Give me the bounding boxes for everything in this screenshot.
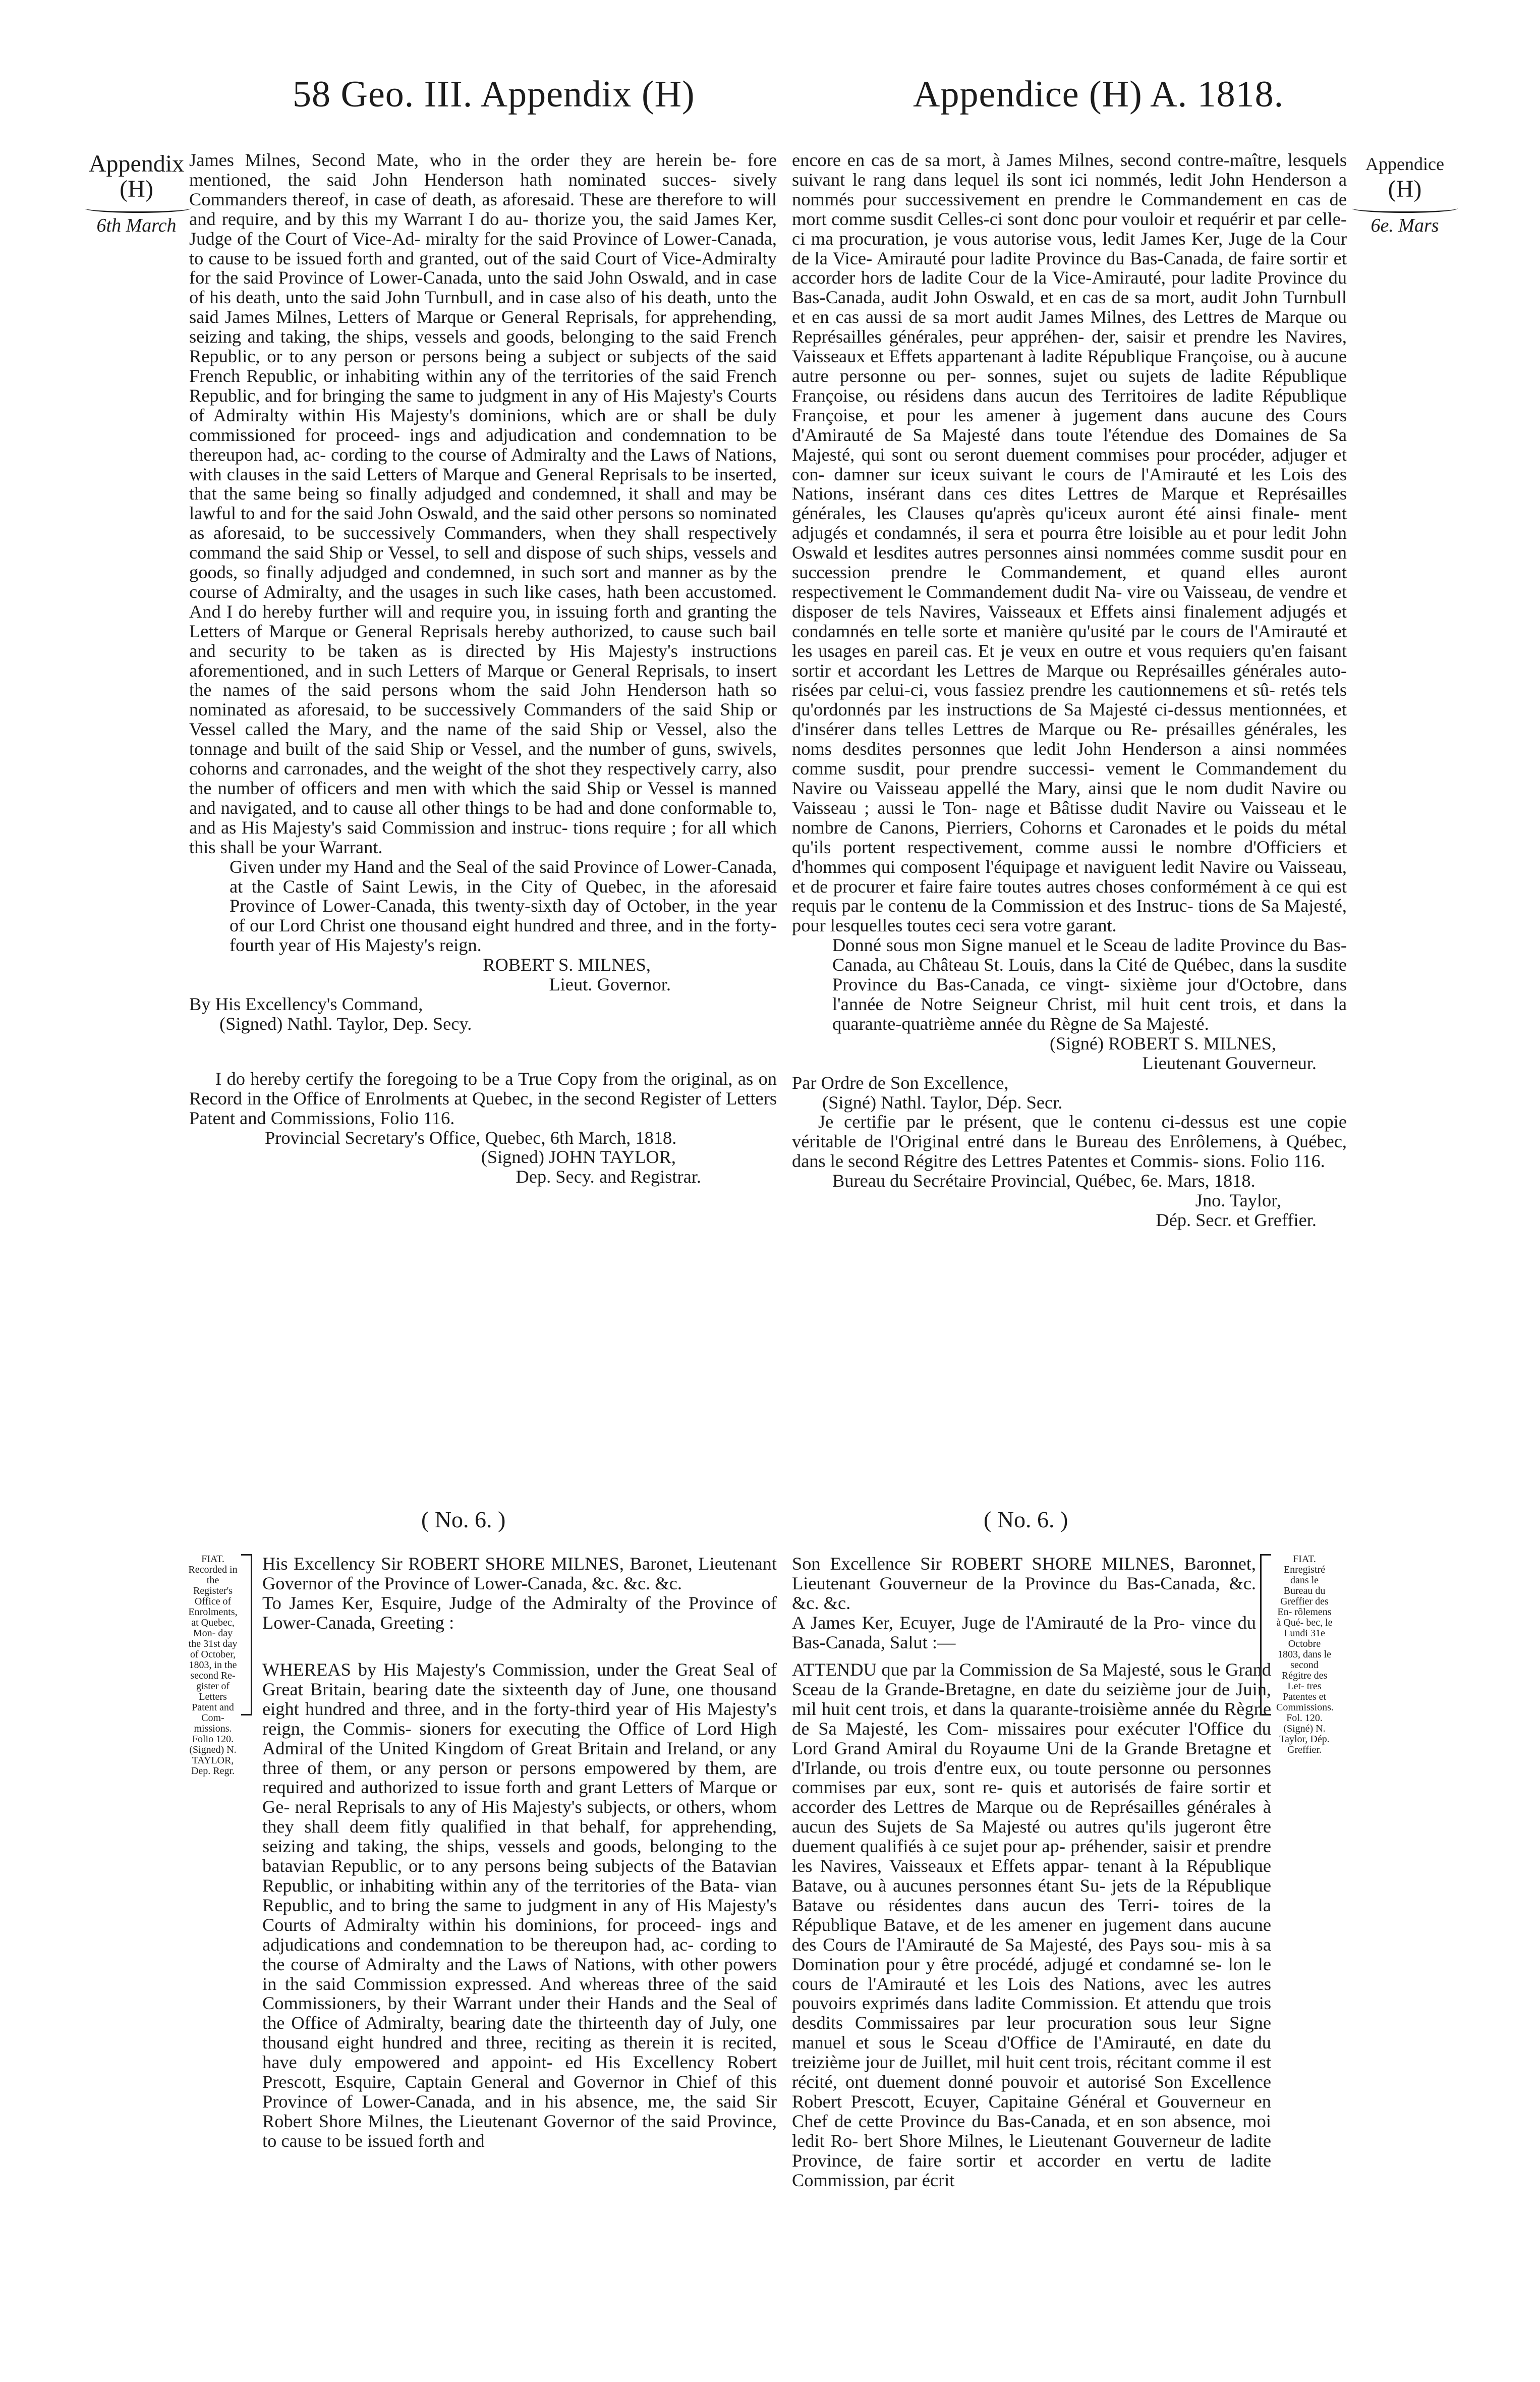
margin-note-right (1352, 151, 1458, 238)
brace-left (85, 204, 191, 213)
warrant-paragraph: James Milnes, Second Mate, who in the order they are herein be- fore mentioned, the said John Henderson hath nominated succes- sively Commanders thereof, in case of death, as aforesaid. These are therefore to will and require, and by this my Warrant I do au- thorize you, the said James Ker, Judge of the Court of Vice-Ad- miralty for the said Province of Lower-Canada, to cause to be issued forth and granted, out of the said Court of Vice-Admiralty for the said Province of Lower-Canada, unto the said John Oswald, and in case of his death, unto the said John Turnbull, and in case also of his death, unto the said James Milnes, Letters of Marque or General Reprisals, for apprehending, seizing and taking, the ships, vessels and goods, belonging to the said French Republic, or to any person or persons being a subject or subjects of the said French Republic, or inhabiting within any of the territories of the said French Republic, and for bringing the same to judgment in any of His Majesty's Courts of Admiralty within His Majesty's dominions, which are or shall be duly commissioned for proceed- ings and adjudication and condemnation to be thereupon had, ac- cording to the course of Admiralty and the Laws of Nations, with clauses in the said Letters of Marque and General Reprisals to be inserted, that the same being so finally adjudged and condemned, it shall and may be lawful to and for the said John Oswald, and the said other persons so nominated as aforesaid, to be successively Commanders, when they shall respectively command the said Ship or Vessel, to sell and dispose of such ships, vessels and goods, so finally adjudged and condemned, in such sort and manner as by the course of Admiralty, and the usages in such like cases, hath been accustomed. And I do hereby further will and require you, in issuing forth and granting the Letters of Marque or General Reprisals hereby authorized, to cause such bail and security to be taken as is directed by His Majesty's instructions aforementioned, and in such Letters of Marque or General Reprisals, to insert the names of the said persons whom the said John Henderson hath so nominated as aforesaid, to be successively Commanders of the said Ship or Vessel called the Mary, and the name of the said Ship or Vessel, also the tonnage and built of the said Ship or Vessel, and the number of guns, swivels, cohorns and carronades, and the weight of the shot they respectively carry, also the number of officers and men with which the said Ship or Vessel is manned and navigated, and to cause all other things to be had and done conformable to, and as His Majesty's said Commission and instruc- tions require ; for all which this shall be your Warrant. (189, 150, 777, 857)
signature-name: ROBERT S. MILNES, (483, 955, 651, 975)
signed-registrar-fr: Jno. Taylor, (1195, 1190, 1281, 1211)
margin-note-left (85, 151, 188, 238)
english-column-lower (189, 1660, 777, 2151)
address-lines-fr: Son Excellence Sir ROBERT SHORE MILNES, Baronnet, Lieutenant Gouverneur de la Province du Bas-Canada, &c. &c. &c. (792, 1554, 1256, 1613)
margin-date-left: 6th March (96, 215, 177, 236)
margin-title-left: Appendix (88, 150, 185, 177)
signed-secretary-fr: (Signé) Nathl. Taylor, Dép. Secr. (822, 1092, 1063, 1113)
brace-right (1352, 204, 1458, 213)
fiat-note: FIAT. Recorded in the Register's Office of Enrolments, at Quebec, Mon- day the 31st day of October, 1803, in the second Re- gister of Letters Patent and Com- missions. Folio 120. (Signed) N. TAYLOR, Dep. Regr. (188, 1554, 238, 1777)
by-command-fr: Par Ordre de Son Excellence, (792, 1072, 1009, 1093)
margin-sub-right: (H) (1388, 176, 1422, 202)
whereas-paragraph: WHEREAS by His Majesty's Commission, under the Great Seal of Great Britain, bearing date the sixteenth day of June, one thousand eight hundred and three, and in the forty-third year of His Majesty's reign, the Commis- sioners for executing the Office of Lord High Admiral of the United Kingdom of Great Britain and Ireland, or any three of them, or any person or persons empowered by them, are required and authorized to issue forth and grant Letters of Marque or Ge- neral Reprisals to any of His Majesty's subjects, or others, whom they shall deem fitly qualified in that behalf, for apprehending, seizing and taking, the ships, vessels and goods, belonging to the batavian Republic, or to any persons being subjects of the Batavian Republic, or inhabiting within any of the territories of the Bata- vian Republic, and to bring the same to judgment in any of His Majesty's Courts of Admiralty within his dominions, for proceed- ings and adjudications and condemnation to be thereupon had, ac- cording to the course of Admiralty and the Laws of Nations, with other powers in the said Commission expressed. And whereas three of the said Commissioners, by their Warrant under their Hands and the Seal of the Office of Admiralty, bearing date the thirteenth day of July, one thousand eight hundred and three, reciting as therein it is recited, have duly empowered and appoint- ed His Excellency Robert Prescott, Esquire, Captain General and Governor in Chief of this Province of Lower-Canada, and in his absence, me, the said Sir Robert Shore Milnes, the Lieutenant Governor of the said Province, to cause to be issued forth and (262, 1659, 777, 2151)
document-number-heading: ( No. 6. ) (421, 1507, 506, 1532)
margin-date-right: 6e. Mars (1371, 215, 1439, 236)
address-block (262, 1554, 777, 1633)
signature-name-fr: (Signé) ROBERT S. MILNES, (1049, 1033, 1276, 1054)
margin-sub-left: (H) (120, 176, 153, 202)
french-column-lower (792, 1660, 1347, 2190)
document-number-heading-fr: ( No. 6. ) (984, 1507, 1068, 1532)
signature-title-fr: Lieutenant Gouverneur. (1142, 1052, 1317, 1073)
registrar-title-fr: Dép. Secr. et Greffier. (1156, 1209, 1317, 1230)
whereas-paragraph-fr: ATTENDU que par la Commission de Sa Majesté, sous le Grand Sceau de la Grande-Bretagne, en date du seizième jour de Juin, mil huit cent trois, et dans la quarante-troisième année du Règne de Sa Majesté, les Com- missaires pour exécuter l'Office du Lord Grand Amiral du Royaume Uni de la Grande Bretagne et d'Irlande, ou trois d'entre eux, ou toute personne ou personnes commises par eux, sont re- quis et autorisés de faire sortir et accorder des Lettres de Marque ou de Représailles générales à aucun des Sujets de Sa Majesté ou autres qu'ils jugeront être duement qualifiés à ce sujet pour ap- préhender, saisir et prendre les Navires, Vaisseaux et Effets appar- tenant à la République Batave, ou à aucunes personnes étant Su- jets de la République Batave ou résidentes dans aucun des Terri- toires de la République Batave, et de les amener en jugement dans aucune des Cours de l'Amirauté de Sa Majesté, des Pays sou- mis à sa Domination pour y être procédé, adjugé et condamné se- lon le cours de l'Amirauté et les Lois des Nations, avec les autres pouvoirs exprimés dans ladite Commission. Et attendu que trois desdits Commissaires par leur procuration sous leur Signe manuel et sous le Sceau d'Office de l'Amirauté, en date du treizième jour de Juillet, mil huit cent trois, récitant comme il est récité, ont duement donné pouvoir et autorisé Son Excellence Robert Prescott, Ecuyer, Capitaine Général et Gouverneur en Chef de cette Province du Bas-Canada, et en son absence, moi ledit Ro- bert Shore Milnes, le Lieutenant Gouverneur de ladite Province, de faire sortir et accorder en vertu de ladite Commission, par écrit (792, 1659, 1271, 2190)
to-judge-line: To James Ker, Esquire, Judge of the Admiralty of the Province of Lower-Canada, Greeting : (262, 1592, 777, 1633)
page-header-right: Appendice (H) A. 1818. (913, 74, 1284, 115)
address-block-fr (792, 1554, 1256, 1652)
warrant-paragraph-fr: encore en cas de sa mort, à James Milnes, second contre-maître, lesquels suivant le rang dans lequel ils sont ici nommés, ledit John Henderson a nommés pour successivement en prendre le Commandement en cas de mort comme susdit Celles-ci sont donc pour vouloir et requérir et par celle-ci ma procuration, je vous autorise vous, ledit James Ker, Juge de la Cour de la Vice- Amirauté pour ladite Province du Bas-Canada, de faire sortir et accorder hors de ladite Cour de la Vice-Amirauté, pour ladite Province du Bas-Canada, audit John Oswald, et en cas de sa mort, audit John Turnbull et en cas aussi de sa mort audit James Milnes, des Lettres de Marque ou Représailles générales, peur appréhen- der, saisir et prendre les Navires, Vaisseaux et Effets appartenant à ladite République Françoise, ou à aucune autre personne ou per- sonnes, sujet ou sujets de ladite République Françoise, ou résidens dans aucun des Territoires de ladite République Françoise, et pour les amener à jugement dans aucune des Cours d'Amirauté de Sa Majesté dans toute l'étendue des Domaines de Sa Majesté, qui sont ou seront duement commises pour procéder, adjuger et con- damner sur iceux suivant le cours de l'Amirauté et les Lois des Nations, insérant dans ces dites Lettres de Marque et Représailles générales, les Clauses qu'après qu'iceux auront été ainsi finale- ment adjugés et condamnés, il sera et pourra être loisible au et pour ledit John Oswald et lesdites autres personnes ainsi nommées comme susdit pour en succession prendre le Commandement, et quand elles auront respectivement le Commandement dudit Na- vire ou Vaisseau, de vendre et disposer de tels Navires, Vaisseaux et Effets ainsi finalement adjugés et condamnés en telle sorte et manière qu'usité par le cours de l'Amirauté et les usages en pareil cas. Et je veux en outre et vous requiers qu'en faisant sortir et accordant les Lettres de Marque ou Représailles générales auto- risées par celui-ci, vous fassiez prendre les cautionnemens et sû- retés tels qu'ordonnés par les instructions de Sa Majesté ci-dessus mentionnées, et d'insérer dans telles Lettres de Marque ou Re- présailles générales, les noms desdites personnes que ledit John Henderson a ainsi nommées comme susdit, pour prendre successi- vement le Commandement du Navire ou Vaisseau appellé the Mary, ainsi que le nom dudit Navire ou Vaisseau ; aussi le Ton- nage et Bâtisse dudit Navire ou Vaisseau et le nombre de Canons, Pierriers, Cohorns et Caronades et le poids du métal qu'ils portent respectivement, comme aussi le nombre d'Officiers et d'hommes qui composent l'équipage et naviguent ledit Navire ou Vaisseau, et de procurer et faire faire toutes autres choses conformément à ce qui est requis par le contenu de la Commission et des Instruc- tions de Sa Majesté, pour lesquelles toutes ceci sera votre garant. (792, 150, 1347, 936)
certification: I do hereby certify the foregoing to be a True Copy from the original, as on Record in the Office of Enrolments at Quebec, in the second Register of Letters Patent and Commissions, Folio 116. (189, 1068, 777, 1128)
registrar-title: Dep. Secy. and Registrar. (516, 1167, 701, 1187)
given-under-hand-fr: Donné sous mon Signe manuel et le Sceau de ladite Province du Bas-Canada, au Château St. Louis, dans la Cité de Québec, dans la susdite Province du Bas-Canada, ce vingt- sixième jour d'Octobre, dans l'année de Notre Seigneur Christ, mil huit cent trois, et dans la quarante-quatrième année du Règne de Sa Majesté. (832, 935, 1347, 1034)
certification-fr: Je certifie par le présent, que le contenu ci-dessus est une copie véritable de l'Original entré dans le Bureau des Enrôlemens, à Québec, dans le second Régitre des Lettres Patentes et Commis- sions. Folio 116. (792, 1112, 1347, 1172)
page-header-left: 58 Geo. III. Appendix (H) (293, 74, 695, 115)
address-lines: His Excellency Sir ROBERT SHORE MILNES, Baronet, Lieutenant Governor of the Province of Lower-Canada, &c. &c. &c. (262, 1554, 777, 1593)
signed-secretary: (Signed) Nathl. Taylor, Dep. Secy. (219, 1013, 472, 1034)
by-command: By His Excellency's Command, (189, 993, 423, 1014)
signed-registrar: (Signed) JOHN TAYLOR, (481, 1147, 676, 1168)
english-column-upper (189, 150, 777, 1187)
to-judge-line-fr: A James Ker, Ecuyer, Juge de l'Amirauté de la Pro- vince du Bas-Canada, Salut :— (792, 1612, 1256, 1652)
secretary-office: Provincial Secretary's Office, Quebec, 6th March, 1818. (265, 1127, 677, 1148)
given-under-hand: Given under my Hand and the Seal of the said Province of Lower-Canada, at the Castle of Saint Lewis, in the City of Quebec, in the aforesaid Province of Lower-Canada, this twenty-sixth day of October, in the year of our Lord Christ one thousand eight hundred and three, and in the forty-fourth year of His Majesty's reign. (230, 856, 777, 956)
secretary-office-fr: Bureau du Secrétaire Provincial, Québec, 6e. Mars, 1818. (832, 1171, 1256, 1191)
french-column-upper (792, 150, 1347, 1230)
fiat-note-fr: FIAT. Enregistré dans le Bureau du Greffier des En- rôlemens à Qué- bec, le Lundi 31e Octobre 1803, dans le second Régitre des Let- tres Patentes et Commissions. Fol. 120. (Signé) N. Taylor, Dép. Greffier. (1276, 1554, 1334, 1755)
signature-title: Lieut. Governor. (549, 974, 671, 995)
margin-title-right: Appendice (1365, 154, 1444, 174)
